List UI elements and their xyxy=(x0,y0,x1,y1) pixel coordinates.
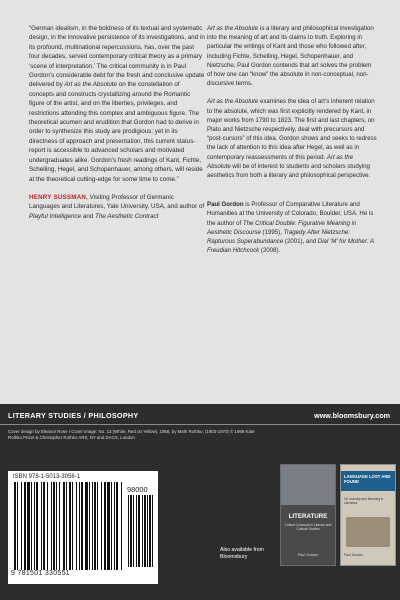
book-title-ref: Art as the Absolute xyxy=(207,98,259,106)
endorser-book-2: The Aesthetic Contract xyxy=(95,212,159,220)
book-title-ref: Art as the Absolute xyxy=(207,25,259,32)
endorsement-quote xyxy=(29,24,205,184)
author-year-3: (2008). xyxy=(259,247,281,255)
endorser-conjunction: and xyxy=(81,212,96,220)
subject-category: LITERARY STUDIES / PHILOSOPHY xyxy=(8,411,139,420)
description-column xyxy=(207,24,377,264)
endorser-name: HENRY SUSSMAN xyxy=(29,193,87,201)
description-paragraph-1 xyxy=(207,24,377,88)
author-book-2: Tragedy After Nietzsche: Rapturous Superabundance xyxy=(207,228,350,246)
author-bio-text: is Professor of Comparative Literature and Humanities at the University of Colorado, Boulder, USA. He is the author of xyxy=(207,201,374,227)
cover-image xyxy=(281,465,335,505)
barcode-number: 9 781501 330551 xyxy=(11,570,70,577)
barcode-icon xyxy=(14,482,124,570)
cover-credits: Cover design by Eleanor Rose I Cover image: No. 13 (White, Red on Yellow), 1958, by Mark Rothko, (1903-1970) © 1998 Kate Rothko Prizel & Christopher Rothko ARS, NY and DACS, London xyxy=(8,429,255,441)
endorser-credit xyxy=(29,193,205,221)
also-available-label: Also available from Bloomsbury xyxy=(220,547,264,560)
related-book-cover-1[interactable] xyxy=(280,464,336,566)
author-bio xyxy=(207,200,377,255)
barcode-panel xyxy=(8,471,158,584)
author-year-2: (2001), and xyxy=(283,238,318,246)
description-paragraph-2 xyxy=(207,97,377,180)
endorser-description: , Visiting Professor of Germanic Languages and Literatures, Yale University, USA, and author of xyxy=(29,193,205,211)
related-book-cover-2[interactable] xyxy=(340,464,396,566)
cover-image xyxy=(346,517,390,547)
author-year-1: (1995), xyxy=(260,228,284,236)
book-title-ref: Art as the Absolute xyxy=(207,153,353,170)
book-subtitle: Critical Concepts in Literary and Cultural Studies xyxy=(284,523,332,532)
endorsement-column xyxy=(29,24,205,221)
paragraph-2-text: examines the idea of art’s inherent relation to the absolute, which was first explicitly rendered by Kant, in major works from 1790 to 1823. The first and last chapters, on Plato and Nietzsche respectively, deal with precursors and “post-cursors” of this idea. Gordon shows and seeks to redress the lack of attention to this idea after Hegel, as well as in contemporary reassessments of this period. xyxy=(207,98,377,161)
paragraph-1-text: is a literary and philosophical investigation into the meaning of art and its claims to truth. Exploring in particular the writings of Kant and those who followed after, including Fichte, Schelling, Hegel, Schopenhauer, and Nietzsche, Paul Gordon contends that art solves the problem of how one can “know” the absolute in non-conceptual, non-discursive terms. xyxy=(207,25,374,88)
book-title: LANGUAGE LOST AND FOUND xyxy=(344,474,391,485)
price-code: 98000 xyxy=(127,485,148,494)
book-author: Paul Gordon xyxy=(344,553,364,557)
book-subtitle: On Iconicity and Meaning in Literature xyxy=(344,497,384,506)
footer-divider xyxy=(0,424,400,425)
quote-text-1: “German idealism, in the boldness of its textual and systematic design, in the innovative persistence of its investigations, and in its profound, multinational repercussions, has, over the past four decades, served contemporary critical theory as a primary ‘scene of interpretation.’ The critical community is in Paul Gordon’s considerable debt for the fresh and conclusive update delivered by xyxy=(29,25,205,89)
isbn-label: ISBN 978-1-5013-3056-1 xyxy=(13,474,81,480)
author-book-1: The Critical Double: Figurative Meaning in Aesthetic Discourse xyxy=(207,219,357,236)
book-title: LITERATURE xyxy=(288,513,328,520)
author-name: Paul Gordon xyxy=(207,201,244,209)
addon-barcode-icon xyxy=(128,495,154,567)
publisher-url[interactable]: www.bloomsbury.com xyxy=(314,411,390,420)
book-author: Paul Gordon xyxy=(297,553,319,557)
paragraph-2-text-end: will be of interest to students and scholars studying aesthetics from both a literary and philosophical perspective. xyxy=(207,162,371,180)
quote-book-title: Art as the Absolute xyxy=(64,81,118,89)
endorser-book-1: Playful Intelligence xyxy=(29,212,82,220)
author-book-3: Dial ‘M’ for Mother: A Freudian Hitchcock xyxy=(207,238,374,255)
quote-text-2: on the constellation of concepts and constructs crystallizing around the Romantic figure of the artist, and on the liberties, privileges, and restrictions attending this complex and ambiguous figure. The theoretical acumen and erudition that Gordon had to derive in order to synthesize this study are prodigious; yet in its directness of approach and presentation, this current status-report is accessible to advanced scholars and motivated undergraduates alike. Gordon’s fresh readings of Kant, Fichte, Schelling, Hegel, and Schopenhauer, among others, will reside at the theoretical cutting-edge for some time to come.” xyxy=(29,81,203,183)
